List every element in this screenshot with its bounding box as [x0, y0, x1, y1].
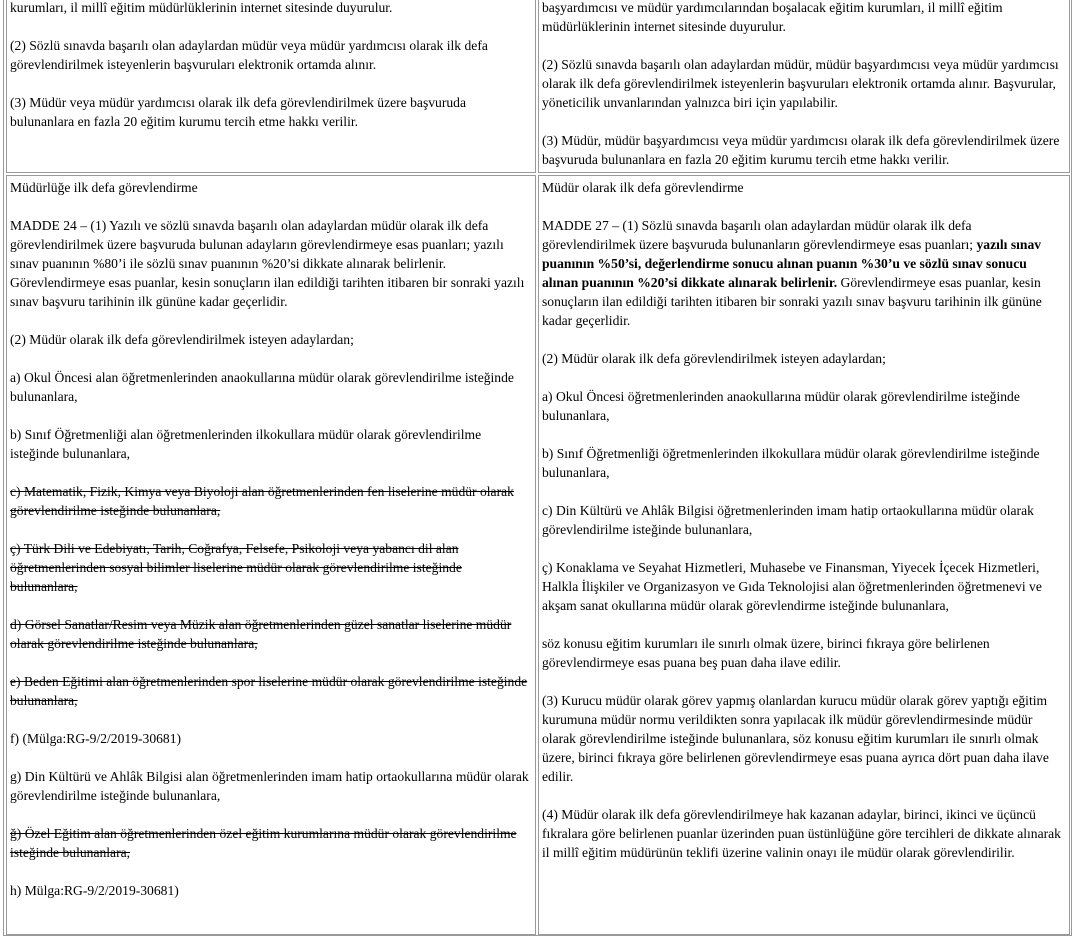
- list-item: h) Mülga:RG-9/2/2019-30681): [10, 883, 179, 898]
- paragraph: (4) Müdür olarak ilk defa görevlendirilmeye hak kazanan adaylar, birinci, ikinci ve üçüncü fıkralara göre belirlenen puanlar üzerinden puan üstünlüğüne göre tercihleri de dikkate alınarak il millî eğitim müdürünün teklifi üzerine valinin onayı ile müdür olarak görevlendirilir.: [542, 807, 1061, 860]
- list-item-struck: e) Beden Eğitimi alan öğretmenlerinden spor liselerine müdür olarak görevlendirilme isteğinde bulunanlara,: [10, 674, 528, 708]
- list-item: g) Din Kültürü ve Ahlâk Bilgisi alan öğretmenlerinden imam hatip ortaokullarına müdür olarak görevlendirilme isteğinde bulunanlara,: [10, 769, 529, 803]
- list-item-struck: c) Matematik, Fizik, Kimya veya Biyoloji alan öğretmenlerinden fen liselerine müdür olarak görevlendirilme isteğinde bulunanlara,: [10, 484, 514, 518]
- list-item-struck: ğ) Özel Eğitim alan öğretmenlerinden özel eğitim kurumlarına müdür olarak görevlendirilme isteğinde bulunanlara,: [10, 826, 517, 860]
- list-item: b) Sınıf Öğretmenliği alan öğretmenlerinden ilkokullara müdür olarak görevlendirilme isteğinde bulunanlara,: [10, 427, 482, 461]
- list-item-struck: ç) Türk Dili ve Edebiyatı, Tarih, Coğrafya, Felsefe, Psikoloji veya yabancı dil alan öğretmenlerinden sosyal bilimler liselerine müdür olarak görevlendirilme isteğinde bulunanlara,: [10, 541, 462, 594]
- article-text-bold: yazılı sınav puanının %50’si, değerlendirme sonucu alınan puanın %30’u ve sözlü sınav sonucu alınan puanının %20’si dikkate alınarak belirlenir.: [542, 237, 1042, 290]
- article-paragraph: [542, 216, 1066, 330]
- list-item-struck: d) Görsel Sanatlar/Resim veya Müzik alan öğretmenlerinden güzel sanatlar liselerine müdür olarak görevlendirilme isteğinde bulunanlara,: [10, 617, 512, 651]
- paragraph: (3) Müdür, müdür başyardımcısı veya müdür yardımcısı olarak ilk defa görevlendirilmek üzere başvuruda bulunanlara en fazla 20 eğitim kurumu tercih etme hakkı verilir.: [542, 133, 1060, 167]
- article-paragraph: MADDE 24 – (1) Yazılı ve sözlü sınavda başarılı olan adaylardan müdür olarak ilk defa görevlendirilmek üzere başvuruda bulunan adayların görevlendirmeye esas puanları; yazılı sınav puanının %80’i ile sözlü sınav puanının %20’si dikkate alınarak belirlenir. Görevlendirmeye esas puanlar, kesin sonuçların ilan edildiği tarihten itibaren bir sonraki yazılı sınav başvuru tarihinin ilk gününe kadar geçerlidir.: [10, 218, 525, 309]
- paragraph: söz konusu eğitim kurumları ile sınırlı olmak üzere, birinci fıkraya göre belirlenen görevlendirmeye esas puana beş puan daha ilave edilir.: [542, 636, 990, 670]
- paragraph: (3) Müdür veya müdür yardımcısı olarak ilk defa görevlendirilmek üzere başvuruda bulunanlara en fazla 20 eğitim kurumu tercih etme hakkı verilir.: [10, 95, 466, 129]
- article-text: Görevlendirmeye esas puanlar, kesin sonuçların ilan edildiği tarihten itibaren bir sonraki yazılı sınav başvuru tarihinin ilk gününe kadar geçerlidir.: [542, 275, 1042, 328]
- paragraph: (2) Sözlü sınavda başarılı olan adaylardan müdür veya müdür yardımcısı olarak ilk defa görevlendirilmek isteyenlerin başvuruları elektronik ortamda alınır.: [10, 38, 488, 72]
- paragraph: kurumları, il millî eğitim müdürlüklerinin internet sitesinde duyurulur.: [10, 0, 393, 15]
- list-item: ç) Konaklama ve Seyahat Hizmetleri, Muhasebe ve Finansman, Yiyecek İçecek Hizmetleri, Halkla İlişkiler ve Organizasyon ve Gıda Teknolojisi alan öğretmenlerinden öğretmenevi ve akşam sanat okullarına müdür olarak görevlendirme isteğinde bulunanlara,: [542, 560, 1042, 613]
- section-title: Müdürlüğe ilk defa görevlendirme: [10, 180, 198, 195]
- paragraph: (3) Kurucu müdür olarak görev yapmış olanlardan kurucu müdür olarak görev yaptığı eğitim kurumuna müdür normu verildikten sonra yapılacak ilk müdür görevlendirmesinde müdür olarak görevlendirilme isteğinde bulunanlara, söz konusu eğitim kurumları ile sınırlı olmak üzere, birinci fıkraya göre belirlenen görevlendirmeye esas puana ayrıca dört puan daha ilave edilir.: [542, 693, 1049, 784]
- cell-top-left: [6, 0, 536, 173]
- article-text: MADDE 27 – (1) Sözlü sınavda başarılı olan adaylardan müdür olarak ilk defa görevlendirilmek üzere başvuruda bulunanların görevlendirmeye esas puanları;: [542, 218, 974, 252]
- section-title: Müdür olarak ilk defa görevlendirme: [542, 180, 744, 195]
- list-item: c) Din Kültürü ve Ahlâk Bilgisi öğretmenlerinden imam hatip ortaokullarına müdür olarak görevlendirilme isteğinde bulunanlara,: [542, 503, 1034, 537]
- cell-top-right: [538, 0, 1070, 173]
- cell-bottom-right: [538, 175, 1070, 935]
- list-item: a) Okul Öncesi öğretmenlerinden anaokullarına müdür olarak görevlendirilme isteğinde bulunanlara,: [542, 389, 1020, 423]
- list-item: f) (Mülga:RG-9/2/2019-30681): [10, 731, 182, 746]
- paragraph: (2) Sözlü sınavda başarılı olan adaylardan müdür, müdür başyardımcısı veya müdür yardımcısı olarak ilk defa görevlendirilmek isteyenlerin başvuruları elektronik ortamda alınır. Başvurular, yöneticilik unvanlarından yalnızca biri için yapılabilir.: [542, 57, 1059, 110]
- list-item: b) Sınıf Öğretmenliği öğretmenlerinden ilkokullara müdür olarak görevlendirilme isteğinde bulunanlara,: [542, 446, 1040, 480]
- list-item: a) Okul Öncesi alan öğretmenlerinden anaokullarına müdür olarak görevlendirilme isteğinde bulunanlara,: [10, 370, 514, 404]
- paragraph: (2) Müdür olarak ilk defa görevlendirilmek isteyen adaylardan;: [542, 351, 886, 366]
- paragraph: (2) Müdür olarak ilk defa görevlendirilmek isteyen adaylardan;: [10, 332, 354, 347]
- cell-bottom-left: [6, 175, 536, 935]
- paragraph: başyardımcısı ve müdür yardımcılarından boşalacak eğitim kurumları, il millî eğitim müdürlüklerinin internet sitesinde duyurulur.: [542, 0, 1003, 34]
